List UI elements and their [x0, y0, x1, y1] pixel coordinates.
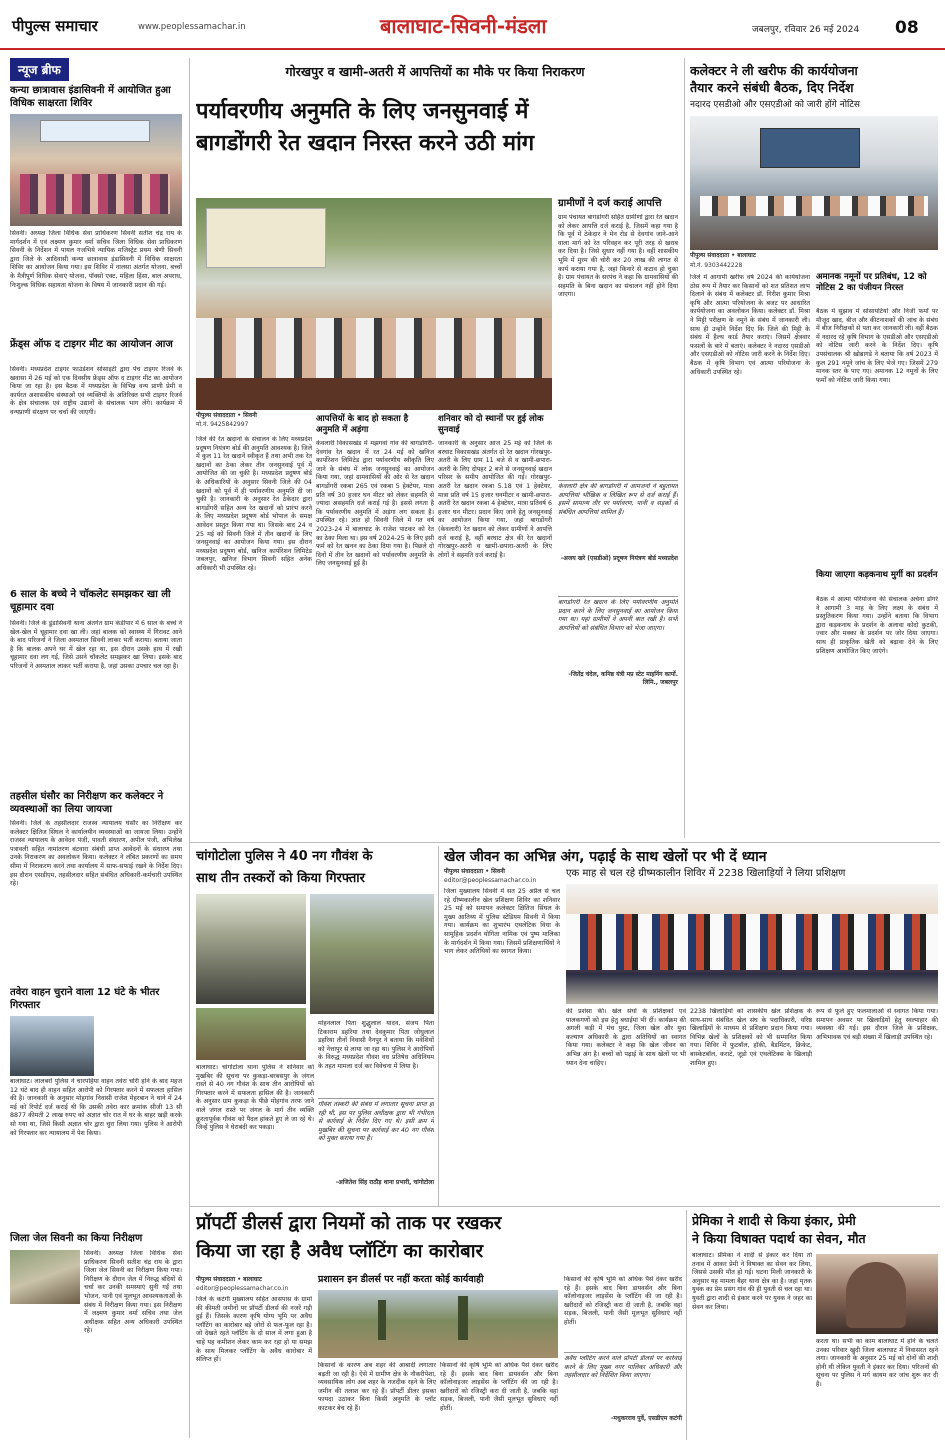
collector-headline-line: तैयार करने संबंधी बैठक, दिए निर्देश [690, 80, 854, 95]
sports-subhead: एक माह से चल रहे ग्रीष्मकालीन शिविर में 2238 खिलाड़ियों ने लिया प्रशिक्षण [566, 868, 846, 879]
property-email: editor@peoplessamachar.co.in [196, 1285, 289, 1292]
property-text-4: किसानों की कृषि भूमि को अधिक पैसे देकर खरीद रहे हैं। इसके बाद बिना डायवर्सन और बिना कॉलोनाइजर लाइसेंस के प्लॉटिंग की जा रही है। खरीदारों को रजिस्ट्री करा दी जाती है, जबकि वहां सड़क, बिजली, पानी जैसी मूलभूत सुविधाएं नहीं होतीं। [564, 1276, 682, 1326]
lead-col2-subhead: आपत्तियों के बाद हो सकता है अनुमति में अड़ंगा [316, 414, 409, 435]
sports-email: editor@peoplessamachar.co.in [444, 877, 537, 884]
lead-col3-subhead: शनिवार को दो स्थानों पर हुई लोक सुनवाई [438, 414, 544, 435]
lead-quote-text: बागडोंगरी रेत खदान के लिए पर्यावरणीय अनुमति प्रदान करने के लिए जनसुनवाई का आयोजन किया गया था। यहां ग्रामीणों ने अपनी बात रखी है। सभी आपत्तियों को संबंधित विभाग को भेजा जाएगा। [558, 599, 678, 632]
police-photo-cattle [196, 1008, 306, 1060]
property-text-3: किसानों की कृषि भूमि को अधिक पैसे देकर खरीद रहे हैं। इसके बाद बिना डायवर्सन और बिना कॉलोनाइजर लाइसेंस के प्लॉटिंग की जा रही है। खरीदारों को रजिस्ट्री करा दी जाती है, जबकि वहां सड़क, बिजली, पानी जैसी मूलभूत सुविधाएं नहीं होतीं। [440, 1362, 558, 1412]
brief-headline: जिला जेल सिवनी का किया निरीक्षण [10, 1233, 143, 1244]
news-brief-column [10, 58, 185, 1438]
credit-name: पीपुल्स संवाददाता [196, 412, 236, 419]
brief-headline: 6 साल के बच्चे ने चॉकलेट समझकर खा ली चूहामार दवा [10, 589, 171, 613]
brief-photo-jail [10, 1250, 80, 1304]
sports-text-4: रूप से फूले हुए फलमालाओं से स्वागत किया गया। समापन अवसर पर खिलाड़ियों हेतु स्वल्पाहार की व्यवस्था की गई। इस दौरान जिले के प्रशिक्षक, अभिभावक एवं बड़ी संख्या में खिलाड़ी उपस्थित रहे। [816, 1008, 938, 1041]
collector-text-2: बैठक में सुझाव में सोसायटियों और निजी फर्मों पर मौजूद खाद, बीज और कीटनाशकों की जांच के संबंध में बीज निरीक्षकों से पता कर जानकारी ली। वहीं बैठक में नदारद रहे कृषि विभाग के एसडीओ और एसएडीओ को नोटिस जारी करने के निर्देश दिए। कृषि उपसंचालक श्री खोब्रागडे ने बताया कि वर्ष 2023 में कुल 291 नमूने जांच के लिए भेजे गए। जिसमें 279 मानक स्तर के पाए गए। अमानक 12 नमूनों के लिए फर्मों को नोटिस जारी किया गया। [816, 308, 938, 384]
romance-headline-line: ने किया विषाक्त पदार्थ का सेवन, मौत [692, 1231, 866, 1246]
property-photo-plots [318, 1290, 558, 1358]
brief-headline: फ्रेंड्स ऑफ द टाइगर मीट का आयोजन आज [10, 339, 173, 350]
brief-text: सिवनी। मध्यप्रदेश टाइगर फाउंडेशन सोसाइटी द्वारा पेंच टाइगर रिजर्व के खवासा में 26 मई को एक दिवसीय फ्रेंड्स ऑफ द टाइगर मीट का आयोजन किया जा रहा है। इस बैठक में मध्यप्रदेश के विभिन्न वन्य प्राणी प्रेमी व कार्यरत अशासकीय संस्थाओं एवं व्यक्तियों के अतिरिक्त सभी टाइगर रिजर्व के क्षेत्र संचालक एवं राष्ट्रीय उद्यानों के संचालक भाग लेंगे। कार्यक्रम में वन्यप्राणी संरक्षण पर चर्चा की जाएगी। [10, 366, 182, 416]
collector-credit: पीपुल्स संवाददाता • बालाघाट [690, 252, 756, 259]
police-quote-text: गौवंश तस्करी की संबंध में लगातार सूचना प्राप्त हो रही थी, इस पर पुलिस अधीक्षक द्वारा भी गंभीरता से कार्रवाई के निर्देश दिए गए थे। इसी क्रम में मुखबिर की सूचना पर कार्रवाई कर 40 नग गौवंश को मुक्त कराया गया है। [318, 1101, 434, 1143]
property-headline-line: किया जा रहा है अवैध प्लॉटिंग का कारोबार [196, 1241, 484, 1262]
sports-headline: खेल जीवन का अभिन्न अंग, पढ़ाई के साथ खेलों पर भी दें ध्यान [444, 849, 767, 865]
lead-quote-author: -अजय खरे (एसडीओ) प्रदूषण नियंत्रण बोर्ड मध्यप्रदेश [560, 555, 678, 562]
property-quote-box [564, 1352, 682, 1438]
police-headline-line: चांगोटोला पुलिस ने 40 नग गौवंश के [196, 849, 373, 864]
lead-mobile: मो.नं. 9425842997 [196, 421, 249, 428]
sports-credit: पीपुल्स संवाददाता • सिवनी [444, 868, 505, 875]
section-title: बालाघाट-सिवनी-मंडला [380, 14, 547, 38]
collector-subhead-2: अमानक नमूनों पर प्रतिबंध, 12 को नोटिस 2 का पंजीयन निरस्त [816, 272, 927, 293]
credit-name: पीपुल्स संवाददाता [444, 868, 484, 875]
romance-text-2: करता था। सभी का काम बालाघाट में होने के चलते उनका परिवार खुदी जिला बालाघाट में निवासरत रहने लगा। जानकारी के अनुसार 25 मई को दोनों की शादी होनी थी लेकिन युवती ने इंकार कर दिया। परिजनों की सूचना पर पुलिस ने मर्ग कायम कर जांच शुरू कर दी है। [816, 1338, 938, 1388]
credit-place: बालाघाट [737, 252, 756, 259]
collector-headline-line: कलेक्टर ने ली खरीफ की कार्ययोजना [690, 63, 858, 78]
logo[interactable]: पीपुल्स समाचार [12, 17, 98, 35]
property-headline-line: प्रॉपर्टी डीलर्स द्वारा नियमों को ताक पर रखकर [196, 1213, 502, 1234]
brief-text: बालाघाट। लालबर्रा पुलिस ने चारपहिया वाहन तवेरा चोरी होने के बाद महज 12 घंटे बाद ही वाहन सहित आरोपी को गिरफ्तार करने में सफलता हासिल की है। जानकारी के अनुसार मोहगांव निवासी राजेश मेहरबान ने थाने में 24 मई को रिपोर्ट दर्ज कराई थी कि उसकी तवेरा कार क्रमांक सीजी 13 सी 8877 कीमती 2 लाख रुपए को अज्ञात चोर रात में घर के बाहर खड़ी करके सो गया था, जिसे किसी अज्ञात चोर द्वारा चुरा लिया गया। पुलिस ने आरोपी को गिरफ्तार कर न्यायालय में पेश किया। [10, 1078, 182, 1137]
romance-text-1: बालाघाट। प्रेमिका ने शादी से इंकार कर दिया तो तनाव में आकर प्रेमी ने विषाक्त का सेवन कर लिया, जिससे उसकी मौत हो गई। घटना मिली जानकारी के अनुसार यह मामला बैहर थाना क्षेत्र का है। जहां मृतक युवक का प्रेम प्रसंग गांव की ही युवती से चल रहा था। युवती द्वारा शादी से इंकार करने पर युवक ने जहर का सेवन कर लिया। [692, 1252, 812, 1311]
romance-photo-victim [816, 1254, 938, 1334]
lead-photo-hearing [196, 198, 552, 410]
collector-photo-meeting [690, 116, 938, 250]
property-headline [196, 1210, 682, 1266]
page-number: 08 [895, 18, 919, 38]
brief-headline: तहसील घंसौर का निरीक्षण कर कलेक्टर ने व्यवस्थाओं का लिया जायजा [10, 791, 164, 815]
sports-photo-ceremony [566, 884, 938, 1004]
property-quote-text: अवैध प्लॉटिंग करने वाले प्रॉपर्टी डीलर्स पर कार्रवाई करने के लिए मुख्य नगर पालिका अधिकारी और तहसीलदार को निर्देशित किया जाएगा। [564, 1355, 682, 1380]
police-text-2: मोहनलाल पिता शुद्धुलाल यादव, संजय पिता टिकाराम डहरिया तथा देवकुमार पिता जोधुलाल डहरिया तीनों निवासी नैनपुर ने बताया कि मवेशियों को नेत्तापुर से लाया जा रहा था। पुलिस ने आरोपियों के विरुद्ध मध्यप्रदेश गौवंश वध प्रतिषेध अधिनियम के तहत मामला दर्ज कर विवेचना में लिया है। [318, 1020, 434, 1070]
credit-place: बालाघाट [243, 1276, 262, 1283]
lead-col2-text: केवलारी विकासखंड में मझगवां गांव की बागडोंगरी-देवगांव रेत खदान में रत 24 मई को खनिज कार्पोरेशन लिमिटेड द्वारा पर्यावरणीय स्वीकृति लिए जाने के संबंध में लोक जनसुनवाई का आयोजन किया गया, जहां ग्रामवासियों की ओर से रेत खदान बागडोंगरी रकबा 265 एवं रकबा 5 हेक्टेयर, मात्रा प्रति वर्ष 30 हजार घन मीटर को लेकर सहमति से ज्यादा असहमति दर्ज कराई गई है। इससे लगता है कि पर्यावरणीय अनुमति में अड़ंगा लग सकता है। उपस्थित रहे। ज्ञात हो सिवनी जिले में गत वर्ष 2023-24 में बालाघाट के राजेश पाटकर को रेत का ठेका मिला था। इस वर्ष 2024-25 के लिए इसी फर्म को रेत खनन का ठेका दिया गया है। पिछले दो दिनों में तीन रेत खदानों को पर्यावरणीय अनुमति के लिए जनसुनवाई हुई है। [316, 440, 434, 568]
property-subhead: प्रशासन इन डीलर्स पर नहीं करता कोई कार्यवाही [318, 1274, 484, 1285]
police-text-1: बालाघाट। चांगोटोला थाना पुलिस ने शनिवार को मुखबिर की सूचना पर कुकड़ा-बरबसपुर के जंगल रास्ते से 40 नग गौवंश के साथ तीन आरोपियों को गिरफ्तार करने में सफलता हासिल की है। जानकारी के अनुसार ग्राम कुकड़ा के पीछे मोहगांव तरफ जाने वाले जंगल रास्ते पर जंगल के मार्ग तीन व्यक्ति क्रूरतापूर्वक गौवंश को पैदल हांकते हुए ले जा रहे थे। जिन्हें पुलिस ने घेराबंदी कर पकड़ा। [196, 1064, 314, 1132]
sports-text-1: जिला मुख्यालय सिवनी में सत 25 अप्रैल से चल रहे ग्रीष्मकालीन खेल प्रशिक्षण शिविर का शनिवार 25 मई को समापन कलेक्टर क्षितिज सिंघल के मुख्य आतिथ्य में पुलिस स्टेडियम सिवनी में किया गया। कार्यक्रम का शुभारंभ एथलेटिक विधा के सामूहिक प्रदर्शन योगिता नामिक एवं पुष्प मालिका के मार्गदर्शन में किया गया। जिसमें प्रशिक्षणार्थियों ने भाग लेकर अतिथियों का स्वागत किया। [444, 888, 560, 956]
police-headline [196, 846, 436, 890]
credit-name: पीपुल्स संवाददाता [690, 252, 730, 259]
romance-headline-line: प्रेमिका ने शादी से किया इंकार, प्रेमी [692, 1213, 856, 1228]
lead-photo-credit: पीपुल्स संवाददाता • सिवनी [196, 412, 257, 419]
lead-quote-author: -जितेंद्र चंदेल, कनिष्ठ यंत्री मप्र स्टेट माइनिंग कार्पो. लिमि., जबलपुर [568, 671, 678, 686]
date-line: जबलपुर, रविवार 26 मई 2024 [752, 25, 860, 35]
lead-headline-line: पर्यावरणीय अनुमति के लिए जनसुनवाई में [196, 99, 529, 124]
collector-text-3: बैठक में आत्मा परियोजना की संचालक अर्चना डोंगरे ने आगामी 3 माह के लिए लक्ष्य के संबंध में प्रस्तुतिकरण किया गया। उन्होंने बताया कि विभाग द्वारा कड़कनाथ के प्रदर्शन के अलावा कोदो कुटकी, ज्वार और मक्का के प्रदर्शन पर जोर दिया जाएगा। साथ ही प्राकृतिक खेती को बढ़ावा देने के लिए प्रशिक्षण आयोजित किए जाएंगे। [816, 596, 938, 655]
sports-text-2: की प्रशंसा की। खेल संघों के प्रशिक्षकों एवं पालकगणों को इस हेतु बधाईयां भी दीं। कार्यक्रम की अगली कड़ी में मंच पुस्ट, जिला खेल और युवा कल्याण अधिकारी के द्वारा अतिथियों का स्वागत किया गया। कलेक्टर ने कहा कि खेल जीवन का अभिन्न अंग है। बच्चों को पढ़ाई के साथ खेलों पर भी ध्यान देना चाहिए। [566, 1008, 686, 1067]
lead-col3-text: जानकारी के अनुसार आज 25 मई को जिले के बरघाट विकासखंड अंतर्गत दो रेत खदान गोरखपुर-अतरी के लिए ग्राम 11 बजे से व खामी-छपारा-अतरी के लिए दोपहर 2 बजे से जनसुनवाई खदान परिसर के समीप आयोजित की गई। गोरखपुर-अतरी रेत खदान रकबा 5.18 एवं 1 हेक्टेयर, मात्रा प्रति वर्ष 15 हजार घनमीटर व खामी-छपारा-अतरी रेत खदान रकबा 4 हेक्टेयर, मात्रा प्रतिवर्ष 6 हजार घन मीटर। प्रदान किए जाने हेतु जनसुनवाई का आयोजन किया गया, जहां बागडोंगरी (केवलारी) रेत खदान को लेकर ग्रामीणों ने आपत्ति दर्ज कराई है, वहीं बरघाट क्षेत्र की रेत खदानों गोरखपुर-अतरी व खामी-छपारा-अतरी के लिए लोगों ने सहमति दर्ज कराई है। [438, 440, 552, 559]
lead-quote-text: केवलारी क्षेत्र की बागडोंगरी में आमजनों ने बहुतायत आपत्तियां भौखिक व लिखित रूप से दर्ज कराई हैं। इसमें सामान्य तौर पर पर्यावरण, पानी व सड़कों से संबंधित आपत्तियां शामिल हैं। [558, 483, 678, 516]
news-brief-label: न्यूज ब्रीफ [10, 58, 69, 81]
property-text-2: किसानों के कारण अब शहर की आबादी लगातार बढ़ती जा रही है। ऐसे में ग्रामीण क्षेत्र के नौकरीपेशा, व्यवसायिक लोग अब शहर के नजदीक रहने के लिए जमीन की तलाश कर रहे हैं। प्रॉपर्टी डीलर इसका फायदा उठाकर बिना किसी अनुमति के प्लॉट काटकर बेच रहे हैं। [318, 1362, 436, 1412]
credit-place: सिवनी [243, 412, 257, 419]
brief-photo-accused [10, 1016, 94, 1076]
brief-text: सिवनी। अध्यक्ष जिला विधिक सेवा प्राधिकरण सिवनी सतीश चंद्र राय के द्वारा जिला जेल सिवनी का निरीक्षण किया गया। निरीक्षण के दौरान जेल में निरुद्ध बंदियों से चर्चा कर उनकी समस्याएं सुनी गईं तथा भोजन, पानी एवं मूलभूत आवश्यकताओं के संबंध में निरीक्षण किया गया। इस निरीक्षण में लक्ष्मण कुमार वर्मा सचिव तथा जेल अधीक्षक सहित अन्य अधिकारी उपस्थित रहे। [84, 1250, 182, 1335]
property-text-1: जिले के कटंगी मुख्यालय सहित आसपास के ग्रामों की कीमती जमीनों पर प्रॉपर्टी डीलर्स की नजरें गड़ी हुई हैं। जिसके कारण कृषि योग्य भूमि पर अवैध प्लॉटिंग का कारोबार बड़े जोरों से फल-फूल रहा है। जो देखते रहते प्लॉटिंग के दो साल में लगा हुआ है चाहे यह कमीशन लेकर काम कर रहा हो या समझ के साथ मिलकर प्लॉटिंग के अवैध कारोबार में संलिप्त हों। [196, 1296, 312, 1364]
police-quote-author: -अजितेश सिंह राठौड़ थाना प्रभारी, चांगोटोला [335, 1179, 434, 1186]
masthead [0, 0, 945, 50]
brief-text: सिवनी। जिले के तहसीलदार राजस्व न्यायालय घंसौर का निरीक्षण कर कलेक्टर क्षितिज सिंघल ने कार्यालयीन व्यवस्थाओं का जायजा लिया। उन्होंने राजस्व न्यायालय के आवेदन पंजी, पावती संधारण, अपील पंजी, अभिलेख पत्रावली सहित नामांतरण बंटवारा संबंधी प्राप्त आवेदनों के संधारण तथा उनके निराकरण का अवलोकन किया। कलेक्टर ने लंबित प्रकरणों का समय सीमा में निराकरण करने तथा कार्यालय में साफ-सफाई रखने के निर्देश दिए। इस दौरान एसडीएम, तहसीलदार सहित संबंधित अधिकारी-कर्मचारी उपस्थित रहे। [10, 820, 182, 888]
brief-photo-camp [10, 114, 182, 226]
lead-col1-text: जिले की रेत खदानों के संचालन के लिए मध्यप्रदेश प्रदूषण नियंत्रण बोर्ड की अनुमति आवश्यक है। जिले में कुल 11 रेत खदानें स्वीकृत हैं तथा अभी तक रेत खदानों का ठेका लेकर तीन जनसुनवाई पूर्व में आयोजित की जा चुकी है। मध्यप्रदेश प्रदूषण बोर्ड के अधिकारियों के अनुसार सिवनी जिले की 04 खदानों को पूर्व में ही पर्यावरणीय अनुमति दी जा चुकी है। जानकारी के अनुसार रेत ठेकेदार द्वारा बागडोंगरी सहित अन्य रेत खदानों को प्रारंभ करने के लिए मध्यप्रदेश प्रदूषण बोर्ड भोपाल के समक्ष आवेदन प्रस्तुत किया गया था। जिसके बाद 24 व 25 मई को सिवनी जिले में तीन खदानों के लिए जनसुनवाई का आयोजन किया गया। इस दौरान मध्यप्रदेश प्रदूषण बोर्ड, खनिज कार्पोरेशन लिमिटेड जबलपुर, खनिज विभाग सिवनी सहित अनेक अधिकारी भी उपस्थित रहे। [196, 436, 312, 572]
police-quote-box [318, 1098, 434, 1202]
lead-quote-box [558, 596, 678, 706]
brief-text: सिवनी। जिले के डूंडासिवनी थाना अंतर्गत ग्राम कंडीपार में 6 साल के बच्चे ने खेल-खेल में चूहामार दवा खा ली। जहां बालक को स्वास्थ्य में गिरावट आने के बाद परिजनों ने जिला अस्पताल सिवनी लाकर भर्ती कराया। बताया जाता है कि बालक अपने घर में खेल रहा था, इस दौरान उसके हाथ में रखी चूहामार दवा लग गई, जिसे उसने चॉकलेट समझकर खा लिया। इसके बाद परिजनों ने अस्पताल लाकर भर्ती कराया है, जहां उसका उपचार चल रहा है। [10, 620, 182, 670]
credit-name: पीपुल्स संवाददाता [196, 1276, 236, 1283]
lead-headline [196, 96, 676, 160]
collector-mobile: मो.नं. 9303442228 [690, 262, 743, 269]
police-photo-officers [310, 894, 434, 1014]
property-quote-author: -मधुकरराव पुर्वे, एसडीएम कटंगी [610, 1415, 682, 1422]
collector-subhead: नदारद एसडीओ और एसएडीओ को जारी होंगे नोटिस [690, 100, 861, 110]
police-headline-line: साथ तीन तस्करों को किया गिरफ्तार [196, 871, 365, 886]
brief-headline: तवेरा वाहन चुराने वाला 12 घंटे के भीतर गिरफ्तार [10, 987, 160, 1011]
lead-kicker: गोरखपुर व खामी-अतरी में आपत्तियों का मौके पर किया निराकरण [285, 64, 585, 79]
brief-text: सिवनी। अध्यक्ष जिला विधिक सेवा प्राधिकरण सिवनी सतीश चंद्र राय के मार्गदर्शन में एवं लक्ष्मण कुमार वर्मा सचिव जिला विधिक सेवा प्राधिकरण सिवनी के निर्देशन में पायल गजभिये न्यायिक मजिस्ट्रेट प्रथम श्रेणी सिवनी द्वारा जिले के आदिवासी कन्या छात्रावास इंडासिवनी में विधिक साक्षरता शिविर का आयोजन किया गया। इस शिविर में नालसा अंतर्गत योजना, बच्चों के मैत्रीपूर्ण विधिक सेवाएं योजना, पॉक्सो एक्ट, महिला हिंसा, बाल अपराध, निःशुल्क विधिक सहायता योजना के विषय में जानकारी प्रदान की गई। [10, 230, 182, 289]
lead-right-subhead: ग्रामीणों ने दर्ज कराई आपत्ति [558, 198, 662, 209]
property-credit: पीपुल्स संवाददाता • बालाघाट [196, 1276, 262, 1283]
police-photo-accused [196, 894, 306, 1004]
brief-headline: कन्या छात्रावास इंडासिवनी में आयोजित हुआ विधिक साक्षरता शिविर [10, 85, 171, 109]
collector-subhead-3: किया जाएगा कड़कनाथ मुर्गी का प्रदर्शन [816, 570, 938, 580]
sports-text-3: 2238 खिलाड़ियों को शासकीय खेल प्रशिक्षक के साथ-साथ संबंधित खेल संघ के पदाधिकारी, वरिष्ठ खिलाड़ियों के माध्यम से प्रशिक्षण प्रदान किया गया। विभिन्न खेलों के प्रशिक्षकों को भी सम्मानित किया गया। शिविर में फुटबॉल, हॉकी, बैडमिंटन, क्रिकेट, बास्केटबॉल, कराटे, जूडो एवं एथलेटिक्स के खिलाड़ी शामिल हुए। [690, 1008, 812, 1067]
collector-headline [690, 62, 938, 96]
lead-col4-text: ग्राम पंचायत बागडोंगरी सहित ग्रामीणों द्वारा रेत खदान को लेकर आपत्ति दर्ज कराई है, जिसमें कहा गया है कि पूर्व में ठेकेदार ने मेन रोड से देवगांव जाने-आने वाला मार्ग को रेत परिवहन कर पूरी तरह से खराब कर दिया है। जिसे सुधार नहीं गया है। वहीं शासकीय भूमि में मुरम की चोरी कर 20 लाख की लागत से कार्य कराया गया है, जहां किनारे से कटाव हो चुका है। ग्राम पंचायत के सरपंच ने कहा कि ग्रामवासियों की सहमति के बिना खदान का संचालन नहीं होने दिया जाएगा। [558, 214, 678, 299]
romance-headline [692, 1212, 938, 1248]
collector-text: जिले में आगामी खरीफ वर्ष 2024 की कार्ययोजना ठोस रूप में तैयार कर किसानों को शत प्रतिशत लाभ दिलाने के संबंध में कलेक्टर डॉ. गिरीश कुमार मिश्रा कृषि और आत्मा परियोजना के बजट पर आधारित कार्ययोजना का अवलोकन किया। कलेक्टर डॉ. मिश्रा ने मिट्टी परीक्षण के नमूने के संबंध में जानकारी ली। साथ ही उन्होंने निर्देश दिए कि जिले की मिट्टी के संबंध में हैल्थ कार्ड तैयार कराएं। जिसमें क्षेत्रवार फसलों के बारे में बताएं। कलेक्टर ने नदारद एसडीओ और एसएडीओ को नोटिस जारी करने के निर्देश दिए। बैठक में कृषि विभाग एवं आत्मा परियोजना के अधिकारी उपस्थित रहे। [690, 274, 810, 376]
lead-headline-line: बागडोंगरी रेत खदान निरस्त करने उठी मांग [196, 131, 535, 156]
website[interactable]: www.peoplessamachar.in [138, 22, 246, 32]
credit-place: सिवनी [491, 868, 505, 875]
lead-quote-box [558, 480, 678, 590]
